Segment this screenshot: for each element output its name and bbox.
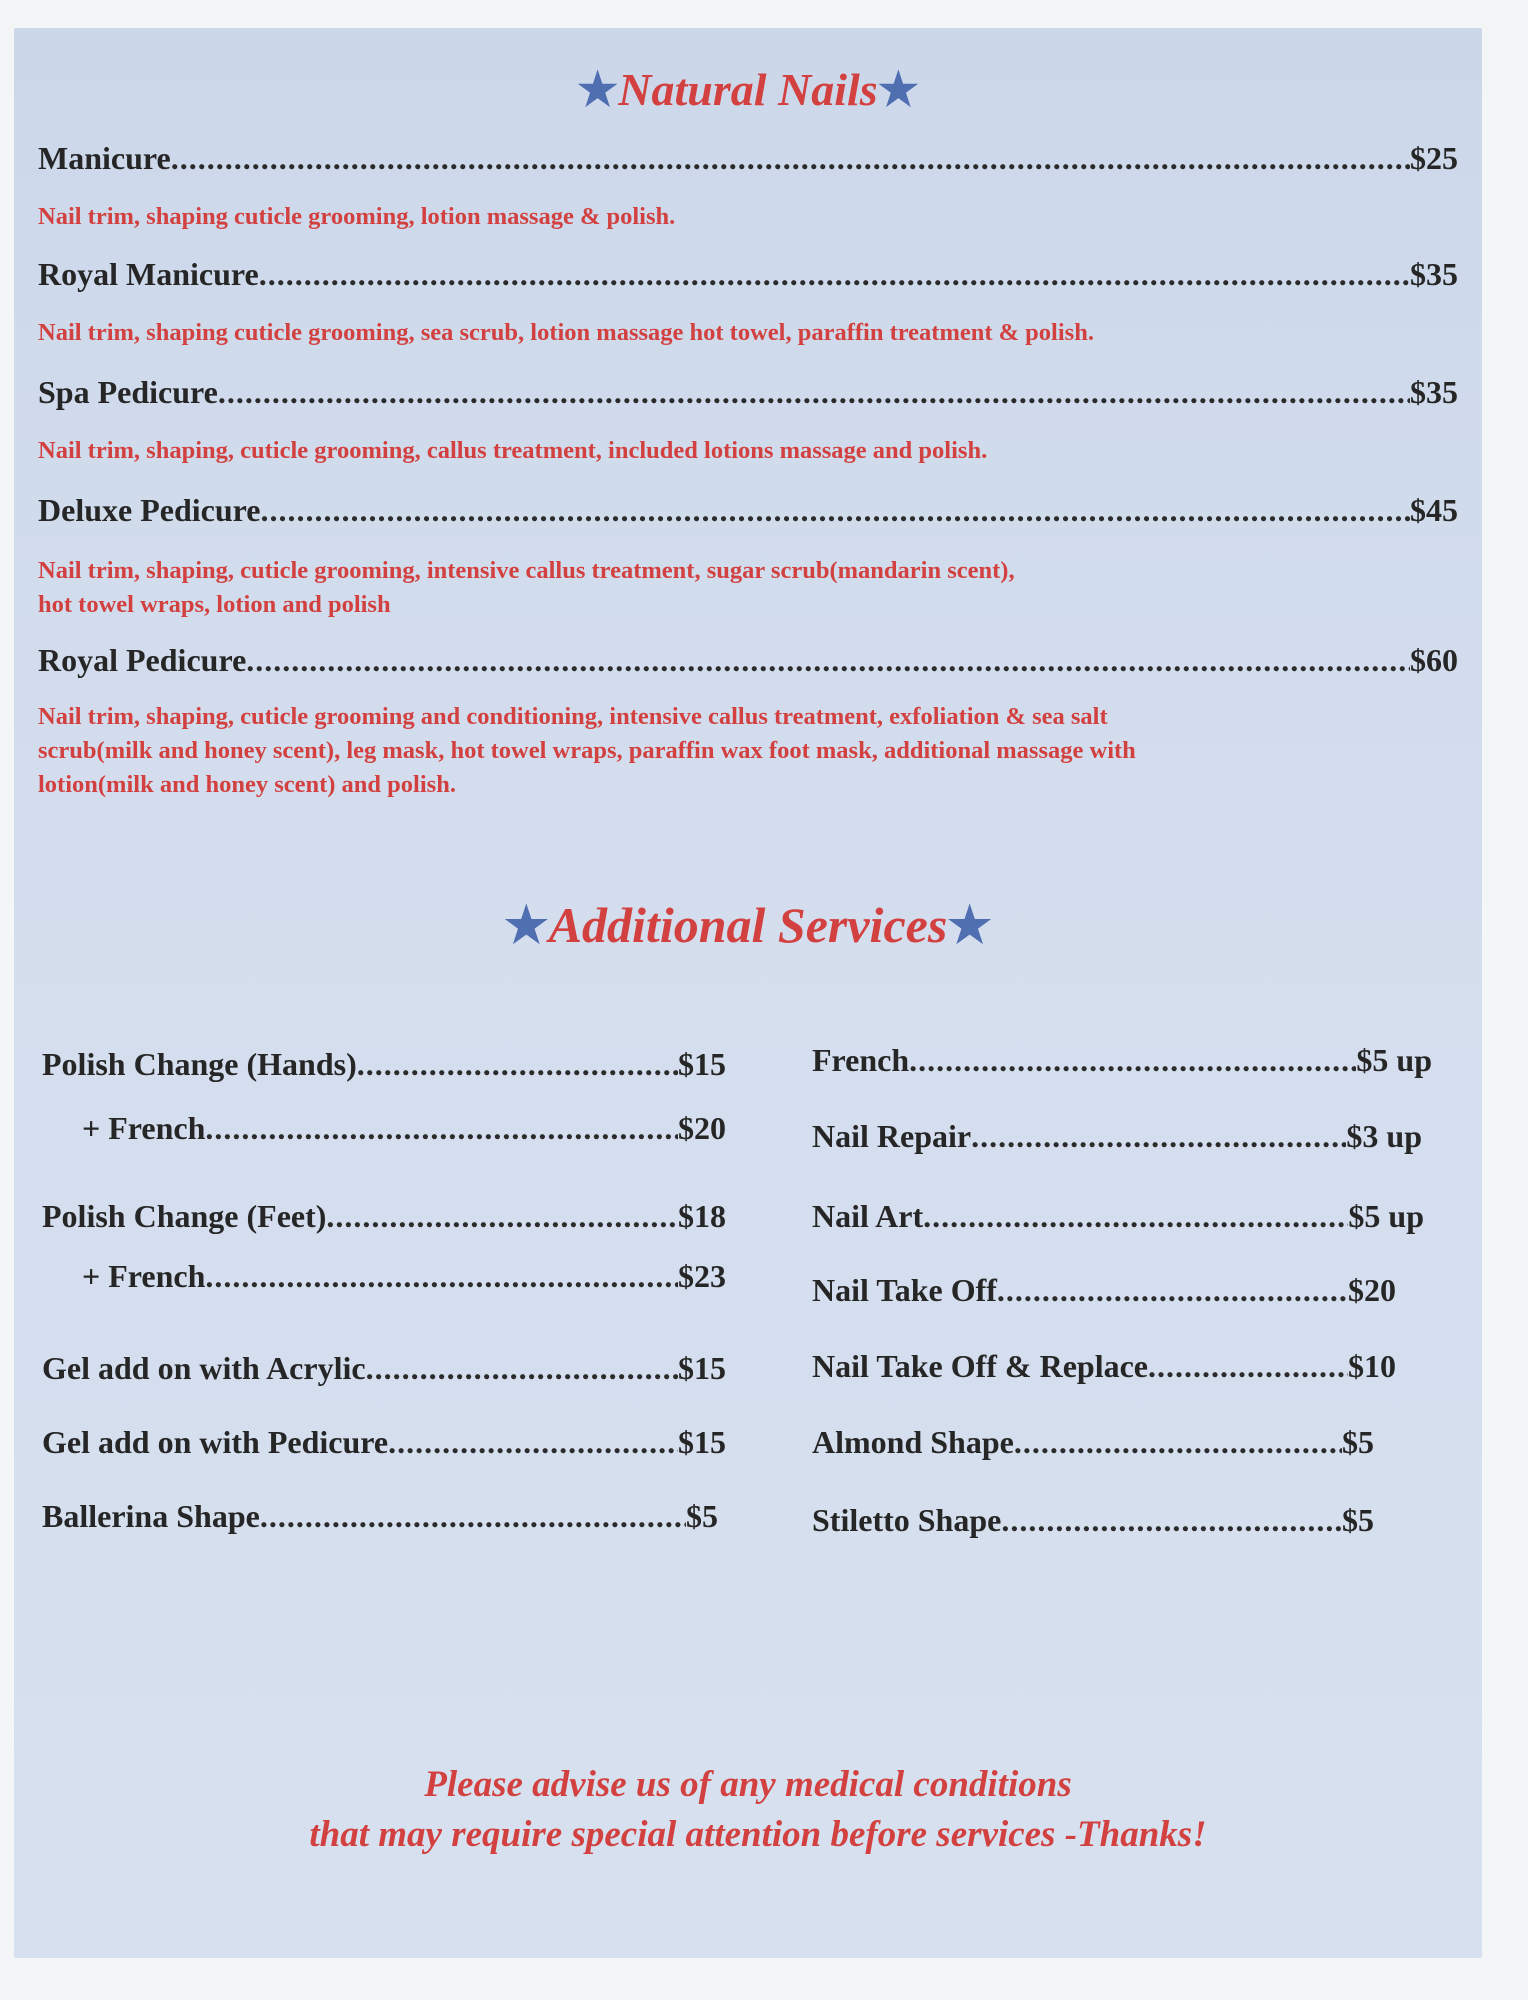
service-name: Polish Change (Hands) (42, 1046, 357, 1082)
service-row (42, 1198, 726, 1235)
service-price: $5 (1342, 1424, 1374, 1460)
service-price: $10 (1348, 1348, 1396, 1384)
dot-leader (1014, 1424, 1342, 1461)
natural-nails-title: Natural Nails (618, 64, 878, 115)
service-price: $5 up (1356, 1042, 1432, 1078)
service-price: $15 (678, 1424, 726, 1460)
dot-leader (923, 1198, 1348, 1235)
service-price: $5 up (1348, 1198, 1424, 1234)
service-row (812, 1198, 1424, 1235)
service-row-deluxe-pedicure (38, 492, 1458, 529)
service-name: + French (82, 1258, 206, 1294)
service-price: $5 (1342, 1502, 1374, 1538)
service-price: $18 (678, 1198, 726, 1234)
service-name: Gel add on with Pedicure (42, 1424, 389, 1460)
service-description: Nail trim, shaping cuticle grooming, lotion massage & polish. (38, 203, 676, 230)
dot-leader (388, 1424, 678, 1461)
service-row (42, 1350, 726, 1387)
description-line: lotion(milk and honey scent) and polish. (38, 771, 456, 798)
service-row-manicure (38, 140, 1458, 177)
service-price: $35 (1410, 374, 1458, 410)
service-row (42, 1424, 726, 1461)
service-row (42, 1046, 726, 1083)
description-line: Nail trim, shaping, cuticle grooming and conditioning, intensive callus treatment, exfoliation & sea salt (38, 703, 1108, 730)
service-name: Gel add on with Acrylic (42, 1350, 366, 1386)
service-description (38, 700, 1318, 802)
service-name: Polish Change (Feet) (42, 1198, 327, 1234)
service-row (812, 1502, 1374, 1539)
service-row-spa-pedicure (38, 374, 1458, 411)
service-name: Royal Manicure (38, 256, 259, 292)
service-row (812, 1348, 1396, 1385)
dot-leader (205, 1258, 678, 1295)
service-row-royal-manicure (38, 256, 1458, 293)
service-name: Almond Shape (812, 1424, 1014, 1460)
notice-line: that may require special attention before services -Thanks! (309, 1814, 1207, 1855)
service-name: Royal Pedicure (38, 642, 247, 678)
service-price: $60 (1410, 642, 1458, 678)
service-name: French (812, 1042, 910, 1078)
dot-leader (260, 1498, 686, 1535)
service-description: Nail trim, shaping cuticle grooming, sea scrub, lotion massage hot towel, paraffin treatment & polish. (38, 319, 1094, 346)
service-price: $5 (686, 1498, 718, 1534)
star-icon: ★ (577, 64, 619, 115)
service-name: Ballerina Shape (42, 1498, 260, 1534)
service-price: $35 (1410, 256, 1458, 292)
dot-leader (1001, 1502, 1342, 1539)
service-price: $15 (678, 1046, 726, 1082)
service-row (812, 1424, 1374, 1461)
medical-notice (14, 1760, 1482, 1860)
service-name: Nail Take Off & Replace (812, 1348, 1148, 1384)
additional-services-title: Additional Services (548, 897, 948, 953)
service-description: Nail trim, shaping, cuticle grooming, callus treatment, included lotions massage and polish. (38, 437, 988, 464)
service-row (812, 1042, 1432, 1079)
dot-leader (909, 1042, 1356, 1079)
service-price: $20 (1348, 1272, 1396, 1308)
description-line: hot towel wraps, lotion and polish (38, 591, 391, 618)
dot-leader (260, 492, 1410, 529)
service-row (82, 1110, 726, 1147)
dot-leader (357, 1046, 678, 1083)
service-price: $25 (1410, 140, 1458, 176)
description-line: Nail trim, shaping, cuticle grooming, intensive callus treatment, sugar scrub(mandarin scent), (38, 557, 1015, 584)
dot-leader (326, 1198, 678, 1235)
service-name: Deluxe Pedicure (38, 492, 261, 528)
service-row (82, 1258, 726, 1295)
service-name: + French (82, 1110, 206, 1146)
description-line: scrub(milk and honey scent), leg mask, hot towel wraps, paraffin wax foot mask, additional massage with (38, 737, 1136, 764)
service-name: Nail Take Off (812, 1272, 997, 1308)
dot-leader (997, 1272, 1348, 1309)
service-row (812, 1272, 1396, 1309)
service-row-royal-pedicure (38, 642, 1458, 679)
dot-leader (218, 374, 1410, 411)
service-row (42, 1498, 718, 1535)
service-price: $3 up (1346, 1118, 1422, 1154)
service-name: Spa Pedicure (38, 374, 218, 410)
dot-leader (171, 140, 1410, 177)
service-price: $45 (1410, 492, 1458, 528)
service-price: $15 (678, 1350, 726, 1386)
notice-line: Please advise us of any medical conditions (424, 1764, 1072, 1805)
menu-sheet (14, 28, 1482, 1958)
dot-leader (1148, 1348, 1348, 1385)
dot-leader (259, 256, 1410, 293)
service-price: $23 (678, 1258, 726, 1294)
service-price: $20 (678, 1110, 726, 1146)
star-icon: ★ (503, 897, 549, 953)
dot-leader (971, 1118, 1346, 1155)
dot-leader (366, 1350, 678, 1387)
service-name: Stiletto Shape (812, 1502, 1002, 1538)
star-icon: ★ (877, 64, 919, 115)
service-row (812, 1118, 1422, 1155)
additional-services-heading (14, 896, 1482, 954)
service-name: Manicure (38, 140, 171, 176)
dot-leader (246, 642, 1410, 679)
dot-leader (205, 1110, 678, 1147)
service-description (38, 554, 1318, 622)
service-name: Nail Art (812, 1198, 924, 1234)
service-name: Nail Repair (812, 1118, 972, 1154)
natural-nails-heading (14, 62, 1482, 116)
star-icon: ★ (947, 897, 993, 953)
